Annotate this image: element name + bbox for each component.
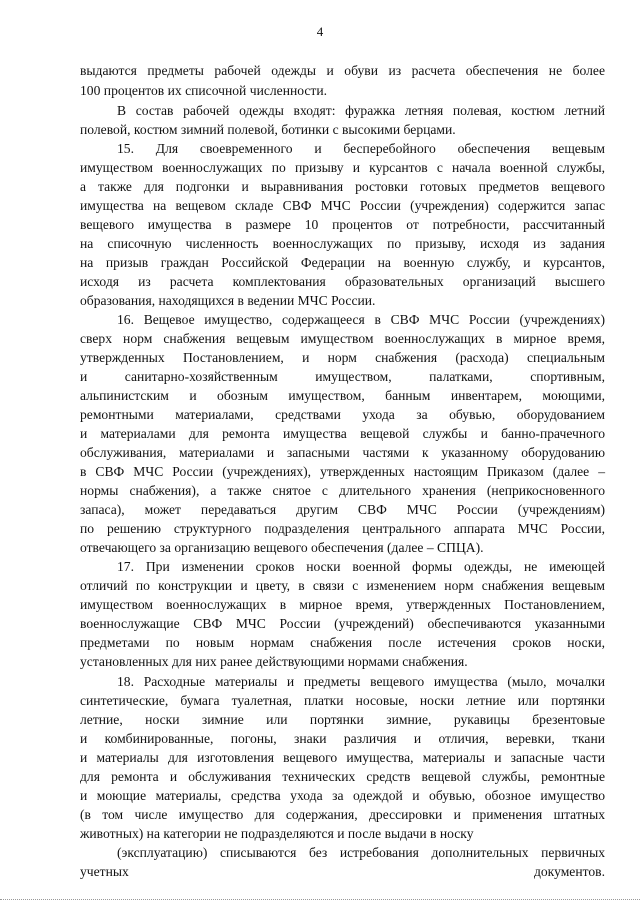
text-line: запаса), может передаваться другим СВФ МЧС России (учреждениям) xyxy=(80,502,605,517)
text-line: а также для подгонки и выравнивания ростовки готовых предметов вещевого xyxy=(80,179,605,194)
scan-edge-divider xyxy=(0,899,640,901)
text-line: и комбинированные, погоны, знаки различия и отличия, веревки, ткани xyxy=(80,731,605,746)
text-line: нормы снабжения), а также снятое с длительного хранения (неприкосновенного xyxy=(80,483,605,498)
text-line: учетных документов. xyxy=(80,864,605,879)
text-line: утвержденных Постановлением, и норм снабжения (расхода) специальным xyxy=(80,350,605,365)
text-line: имуществом военнослужащих в мирное время, утвержденных Постановлением, xyxy=(80,597,605,612)
text-line: и материалами для ремонта имущества вещевой службы и банно-прачечного xyxy=(80,426,605,441)
text-line: В состав рабочей одежды входят: фуражка летняя полевая, костюм летний xyxy=(117,103,605,118)
text-line: отличий по конструкции и цвету, в связи с изменением норм снабжения вещевым xyxy=(80,578,605,593)
text-line: образования, находящихся в ведении МЧС России. xyxy=(80,293,376,308)
text-line: альпинистским и обозным имуществом, банным инвентарем, моющими, xyxy=(80,388,605,403)
text-line: сверх норм снабжения вещевым имуществом военнослужащих в мирное время, xyxy=(80,331,605,346)
text-line: на списочную численность военнослужащих по призыву, исходя из задания xyxy=(80,236,605,251)
text-line: вещевого имущества в размере 10 процентов от потребности, рассчитанный xyxy=(80,217,605,232)
text-line: имущества на вещевом складе СВФ МЧС России (учреждения) содержится запас xyxy=(80,198,605,213)
text-line: отвечающего за организацию вещевого обеспечения (далее – СПЦА). xyxy=(80,540,484,555)
text-line: имуществом военнослужащих по призыву и курсантов с начала военной службы, xyxy=(80,160,605,175)
text-line: и санитарно-хозяйственным имуществом, палатками, спортивным, xyxy=(80,369,605,384)
text-line: исходя из расчета комплектования образовательных организаций высшего xyxy=(80,274,605,289)
text-line: на призыв граждан Российской Федерации на военную службу, и курсантов, xyxy=(80,255,605,270)
text-line: и моющие материалы, средства ухода за одеждой и обувью, обозное имущество xyxy=(80,788,605,803)
text-line: летние, носки зимние или портянки зимние, рукавицы брезентовые xyxy=(80,712,605,727)
text-line: установленных для них ранее действующими нормами снабжения. xyxy=(80,654,468,669)
text-line: синтетические, бумага туалетная, платки носовые, носки летние или портянки xyxy=(80,693,605,708)
text-line: (эксплуатацию) списываются без истребования дополнительных первичных xyxy=(117,845,605,860)
text-line: для ремонта и обслуживания технических средств вещевой службы, ремонтные xyxy=(80,769,605,784)
text-line: 100 процентов их списочной численности. xyxy=(80,83,328,98)
text-line: обслуживания, материалами и запасными частями к указанному оборудованию xyxy=(80,445,605,460)
text-line: (в том числе имущество для содержания, дрессировки и применения штатных xyxy=(80,807,605,822)
text-line: военнослужащие СВФ МЧС России (учреждений) обеспечиваются указанными xyxy=(80,616,605,631)
text-line: ремонтными материалами, средствами ухода за обувью, оборудованием xyxy=(80,407,605,422)
text-line: выдаются предметы рабочей одежды и обуви из расчета обеспечения не более xyxy=(80,63,605,78)
text-line: 17. При изменении сроков носки военной формы одежды, не имеющей xyxy=(117,559,605,574)
page-number: 4 xyxy=(316,24,324,39)
text-line: животных) на категории не подразделяются и после выдачи в носку xyxy=(80,826,474,841)
text-line: 18. Расходные материалы и предметы вещевого имущества (мыло, мочалки xyxy=(117,674,605,689)
text-line: и материалы для изготовления вещевого имущества, материалы и запасные части xyxy=(80,750,605,765)
text-line: 16. Вещевое имущество, содержащееся в СВФ МЧС России (учреждениях) xyxy=(117,312,605,327)
text-line: 15. Для своевременного и бесперебойного обеспечения вещевым xyxy=(117,141,605,156)
text-line: полевой, костюм зимний полевой, ботинки с высокими берцами. xyxy=(80,122,456,137)
text-line: предметами по новым нормам снабжения после истечения сроков носки, xyxy=(80,635,605,650)
text-line: по решению структурного подразделения центрального аппарата МЧС России, xyxy=(80,521,605,536)
text-line: в СВФ МЧС России (учреждениях), утвержденных настоящим Приказом (далее – xyxy=(80,464,605,479)
